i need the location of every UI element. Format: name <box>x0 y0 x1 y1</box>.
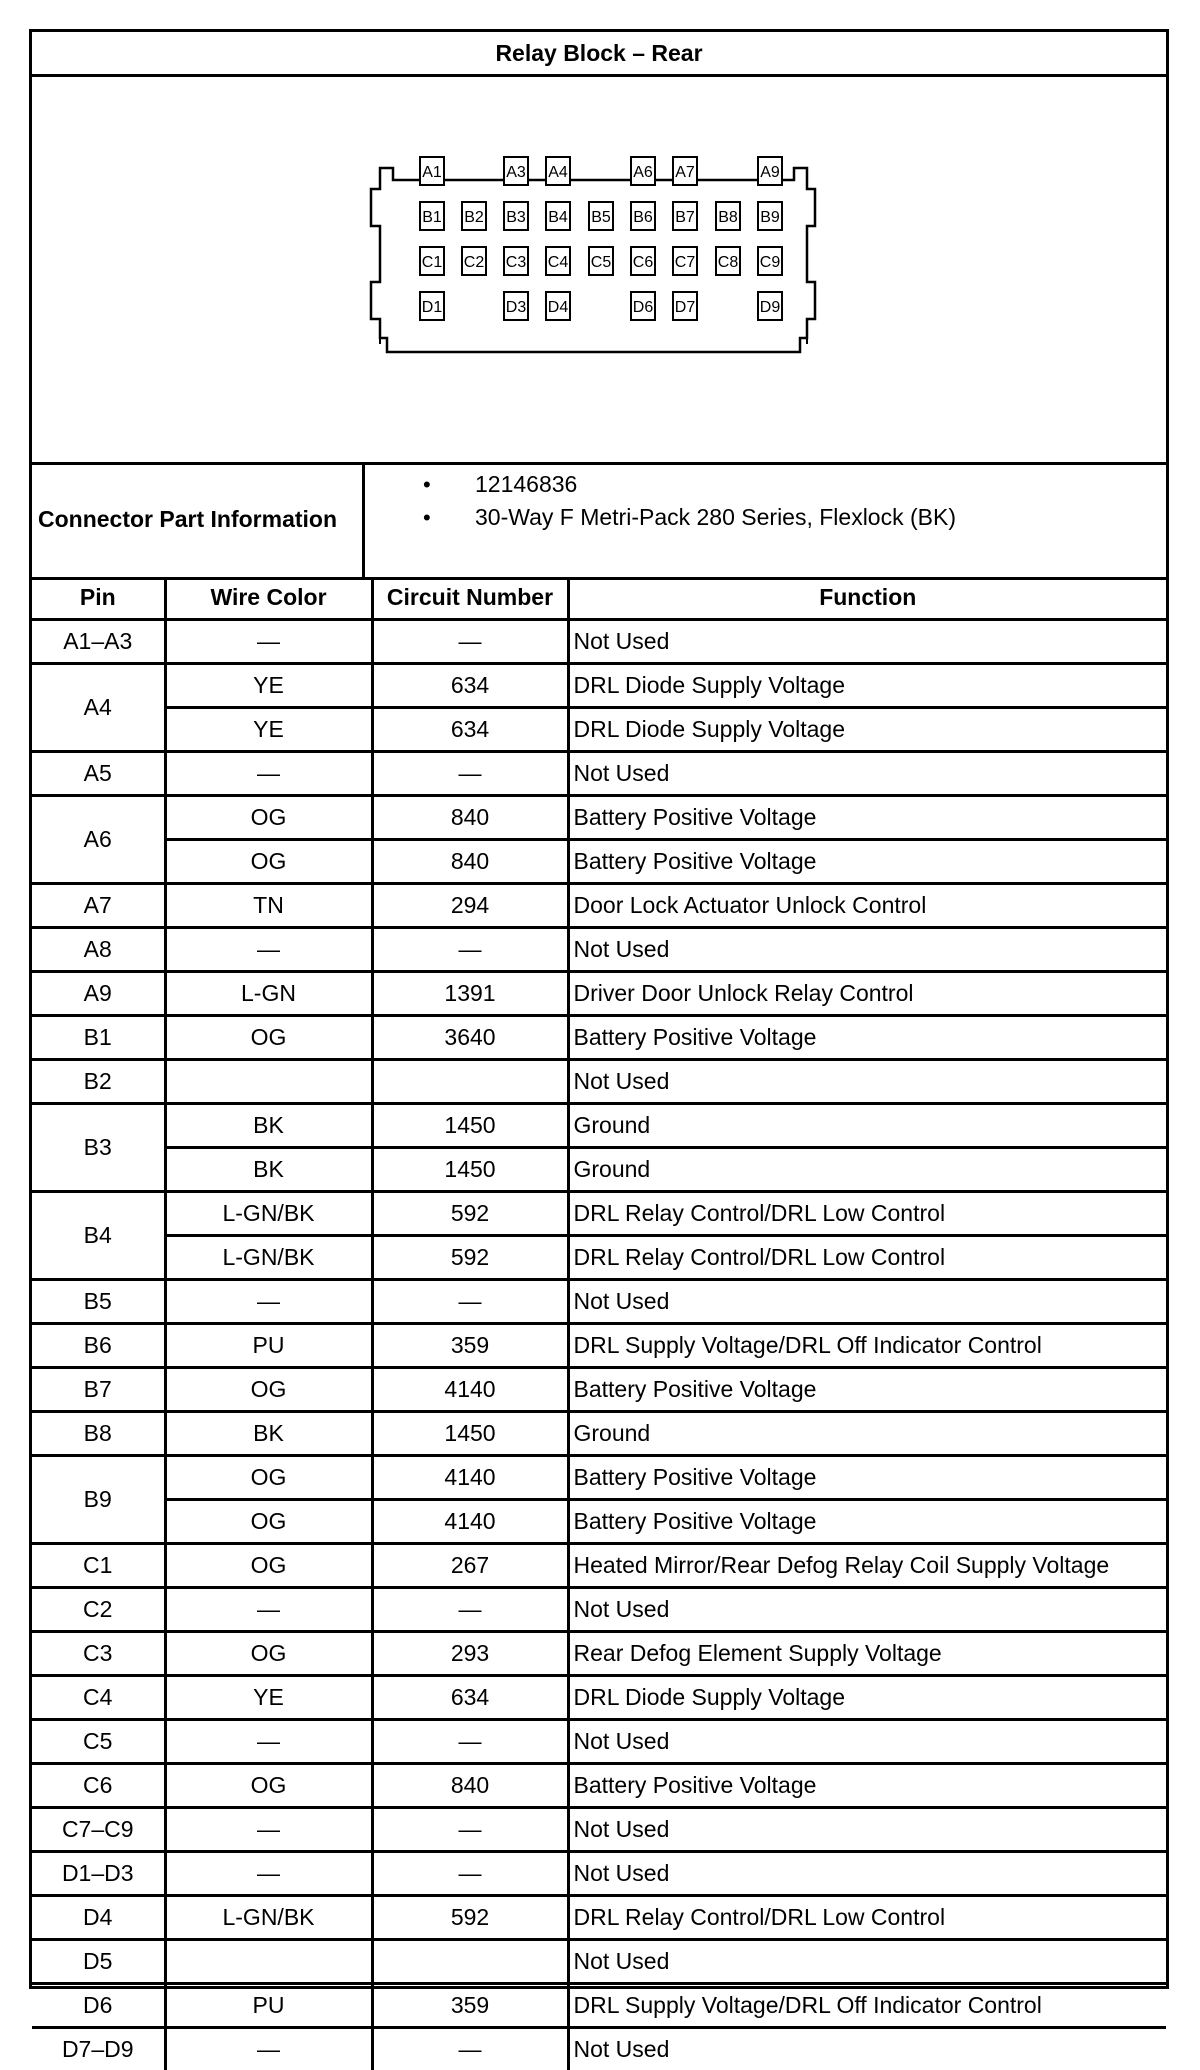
wire-color-cell: L-GN/BK <box>165 1896 372 1940</box>
pin-cell: B8 <box>32 1412 165 1456</box>
function-cell: Driver Door Unlock Relay Control <box>568 972 1166 1016</box>
function-cell: DRL Diode Supply Voltage <box>568 708 1166 752</box>
circuit-number-cell: 840 <box>372 1764 568 1808</box>
circuit-number-cell: 1450 <box>372 1412 568 1456</box>
table-row <box>32 708 1166 752</box>
function-cell: Battery Positive Voltage <box>568 1016 1166 1060</box>
wire-color-cell: TN <box>165 884 372 928</box>
table-row <box>32 928 1166 972</box>
function-cell: Rear Defog Element Supply Voltage <box>568 1632 1166 1676</box>
function-cell: DRL Diode Supply Voltage <box>568 1676 1166 1720</box>
header-wire-color: Wire Color <box>165 577 372 620</box>
function-cell: Not Used <box>568 1588 1166 1632</box>
circuit-number-cell <box>372 1940 568 1984</box>
table-row <box>32 1148 1166 1192</box>
table-row <box>32 1544 1166 1588</box>
function-cell: DRL Diode Supply Voltage <box>568 664 1166 708</box>
pin-cell: C3 <box>32 1632 165 1676</box>
table-row <box>32 1676 1166 1720</box>
function-cell: Not Used <box>568 1852 1166 1896</box>
pin-cell: C4 <box>32 1676 165 1720</box>
pin-cell: B2 <box>32 1060 165 1104</box>
connector-part-info-list <box>368 468 956 534</box>
table-row <box>32 1852 1166 1896</box>
table-row <box>32 664 1166 708</box>
cavity-label: A7 <box>675 164 695 181</box>
function-cell: DRL Supply Voltage/DRL Off Indicator Control <box>568 1984 1166 2028</box>
cavity-label: B2 <box>464 209 484 226</box>
cavity-label: A3 <box>506 164 526 181</box>
function-cell: Battery Positive Voltage <box>568 840 1166 884</box>
wire-color-cell: — <box>165 1808 372 1852</box>
page-title: Relay Block – Rear <box>32 32 1166 77</box>
cavity-label: D1 <box>422 299 443 316</box>
cavity-label: C3 <box>506 254 527 271</box>
table-row <box>32 1412 1166 1456</box>
wire-color-cell: — <box>165 1720 372 1764</box>
circuit-number-cell: 294 <box>372 884 568 928</box>
pin-cell: D6 <box>32 1984 165 2028</box>
header-circuit-number: Circuit Number <box>372 577 568 620</box>
function-cell: Battery Positive Voltage <box>568 796 1166 840</box>
cavity-label: C8 <box>718 254 739 271</box>
pin-cell: B9 <box>32 1456 165 1544</box>
cavity-label: C6 <box>633 254 654 271</box>
cavity-label: C4 <box>548 254 569 271</box>
cavity-label: D3 <box>506 299 527 316</box>
cavity-label: A1 <box>422 164 442 181</box>
table-row <box>32 1280 1166 1324</box>
table-row <box>32 884 1166 928</box>
cavity-label: C5 <box>591 254 612 271</box>
wire-color-cell <box>165 1060 372 1104</box>
function-cell: Battery Positive Voltage <box>568 1500 1166 1544</box>
wire-color-cell: PU <box>165 1984 372 2028</box>
circuit-number-cell: 267 <box>372 1544 568 1588</box>
table-header-row <box>32 577 1166 620</box>
wire-color-cell: — <box>165 752 372 796</box>
wire-color-cell: OG <box>165 796 372 840</box>
circuit-number-cell: 592 <box>372 1236 568 1280</box>
cavity-label: C2 <box>464 254 485 271</box>
circuit-number-cell: — <box>372 2028 568 2070</box>
function-cell: Heated Mirror/Rear Defog Relay Coil Supply Voltage <box>568 1544 1166 1588</box>
circuit-number-cell: — <box>372 620 568 664</box>
function-cell: Door Lock Actuator Unlock Control <box>568 884 1166 928</box>
cavity-label: A6 <box>633 164 653 181</box>
wire-color-cell: OG <box>165 1632 372 1676</box>
part-number: • 12146836 <box>368 468 956 501</box>
connector-part-info <box>32 462 1166 580</box>
wire-color-cell: BK <box>165 1412 372 1456</box>
wire-color-cell: — <box>165 1280 372 1324</box>
relay-block-sheet <box>29 29 1169 1989</box>
cavity-label: C7 <box>675 254 696 271</box>
pin-cell: C2 <box>32 1588 165 1632</box>
connector-description: • 30-Way F Metri-Pack 280 Series, Flexlock (BK) <box>368 501 956 534</box>
cavity-label: D4 <box>548 299 569 316</box>
function-cell: Not Used <box>568 928 1166 972</box>
pin-cell: B7 <box>32 1368 165 1412</box>
table-row <box>32 2028 1166 2070</box>
table-row <box>32 1720 1166 1764</box>
wire-color-cell: — <box>165 1852 372 1896</box>
wire-color-cell: PU <box>165 1324 372 1368</box>
wire-color-cell: YE <box>165 1676 372 1720</box>
wire-color-cell: OG <box>165 1500 372 1544</box>
pin-cell: D1–D3 <box>32 1852 165 1896</box>
wire-color-cell: — <box>165 1588 372 1632</box>
cavity-label: B6 <box>633 209 653 226</box>
table-row <box>32 840 1166 884</box>
function-cell: DRL Relay Control/DRL Low Control <box>568 1896 1166 1940</box>
cavity-label: B3 <box>506 209 526 226</box>
circuit-number-cell: 1450 <box>372 1148 568 1192</box>
wire-color-cell: YE <box>165 664 372 708</box>
table-row <box>32 1324 1166 1368</box>
connector-part-info-label: Connector Part Information <box>32 462 365 577</box>
function-cell: Not Used <box>568 1720 1166 1764</box>
pin-cell: B5 <box>32 1280 165 1324</box>
table-row <box>32 1368 1166 1412</box>
cavity-label: D7 <box>675 299 696 316</box>
wire-color-cell: OG <box>165 1544 372 1588</box>
function-cell: Ground <box>568 1412 1166 1456</box>
circuit-number-cell: — <box>372 1280 568 1324</box>
wire-color-cell <box>165 1940 372 1984</box>
function-cell: Not Used <box>568 752 1166 796</box>
table-row <box>32 620 1166 664</box>
pinout-table <box>32 577 1166 2070</box>
cavity-label: D6 <box>633 299 654 316</box>
header-function: Function <box>568 577 1166 620</box>
pin-cell: D5 <box>32 1940 165 1984</box>
table-row <box>32 1104 1166 1148</box>
table-row <box>32 1984 1166 2028</box>
table-row <box>32 1588 1166 1632</box>
connector-diagram-panel <box>32 74 1166 465</box>
table-row <box>32 972 1166 1016</box>
pin-cell: A9 <box>32 972 165 1016</box>
table-row <box>32 752 1166 796</box>
circuit-number-cell: 359 <box>372 1984 568 2028</box>
wire-color-cell: OG <box>165 1456 372 1500</box>
table-row <box>32 1940 1166 1984</box>
cavity-label: B4 <box>548 209 568 226</box>
pin-cell: C1 <box>32 1544 165 1588</box>
circuit-number-cell: 4140 <box>372 1500 568 1544</box>
cavity-label: B7 <box>675 209 695 226</box>
cavity-label: B5 <box>591 209 611 226</box>
wire-color-cell: L-GN/BK <box>165 1236 372 1280</box>
function-cell: Not Used <box>568 2028 1166 2070</box>
function-cell: Battery Positive Voltage <box>568 1456 1166 1500</box>
circuit-number-cell: 359 <box>372 1324 568 1368</box>
circuit-number-cell: 634 <box>372 1676 568 1720</box>
function-cell: Ground <box>568 1148 1166 1192</box>
pin-cell: A6 <box>32 796 165 884</box>
circuit-number-cell: 1391 <box>372 972 568 1016</box>
cavity-label: B1 <box>422 209 442 226</box>
wire-color-cell: — <box>165 928 372 972</box>
connector-cavities <box>420 157 782 320</box>
pinout-table-body <box>32 620 1166 2070</box>
pin-cell: A5 <box>32 752 165 796</box>
table-row <box>32 796 1166 840</box>
function-cell: Not Used <box>568 1808 1166 1852</box>
cavity-label: C9 <box>760 254 781 271</box>
table-row <box>32 1060 1166 1104</box>
function-cell: Not Used <box>568 1940 1166 1984</box>
wire-color-cell: BK <box>165 1148 372 1192</box>
circuit-number-cell: 4140 <box>372 1368 568 1412</box>
cavity-label: A9 <box>760 164 780 181</box>
circuit-number-cell: — <box>372 752 568 796</box>
wire-color-cell: — <box>165 2028 372 2070</box>
table-row <box>32 1016 1166 1060</box>
pin-cell: C5 <box>32 1720 165 1764</box>
cavity-label: B8 <box>718 209 738 226</box>
pin-cell: B3 <box>32 1104 165 1192</box>
circuit-number-cell: 634 <box>372 664 568 708</box>
cavity-label: D9 <box>760 299 781 316</box>
wire-color-cell: BK <box>165 1104 372 1148</box>
pin-cell: B6 <box>32 1324 165 1368</box>
circuit-number-cell: 3640 <box>372 1016 568 1060</box>
connector-face-diagram <box>32 74 1166 462</box>
cavity-label: A4 <box>548 164 568 181</box>
circuit-number-cell: — <box>372 928 568 972</box>
circuit-number-cell: — <box>372 1852 568 1896</box>
table-row <box>32 1456 1166 1500</box>
circuit-number-cell: 592 <box>372 1192 568 1236</box>
circuit-number-cell: — <box>372 1808 568 1852</box>
cavity-label: B9 <box>760 209 780 226</box>
header-pin: Pin <box>32 577 165 620</box>
function-cell: Ground <box>568 1104 1166 1148</box>
circuit-number-cell: 1450 <box>372 1104 568 1148</box>
table-row <box>32 1808 1166 1852</box>
table-row <box>32 1500 1166 1544</box>
function-cell: Not Used <box>568 1280 1166 1324</box>
circuit-number-cell: 840 <box>372 840 568 884</box>
circuit-number-cell: 840 <box>372 796 568 840</box>
function-cell: DRL Supply Voltage/DRL Off Indicator Control <box>568 1324 1166 1368</box>
pin-cell: D4 <box>32 1896 165 1940</box>
wire-color-cell: L-GN <box>165 972 372 1016</box>
pin-cell: A1–A3 <box>32 620 165 664</box>
table-row <box>32 1192 1166 1236</box>
cavity-label: C1 <box>422 254 443 271</box>
table-row <box>32 1764 1166 1808</box>
wire-color-cell: L-GN/BK <box>165 1192 372 1236</box>
circuit-number-cell: — <box>372 1720 568 1764</box>
pin-cell: A7 <box>32 884 165 928</box>
wire-color-cell: YE <box>165 708 372 752</box>
circuit-number-cell: 4140 <box>372 1456 568 1500</box>
circuit-number-cell: 293 <box>372 1632 568 1676</box>
pin-cell: D7–D9 <box>32 2028 165 2070</box>
function-cell: Not Used <box>568 620 1166 664</box>
pin-cell: A8 <box>32 928 165 972</box>
function-cell: DRL Relay Control/DRL Low Control <box>568 1192 1166 1236</box>
circuit-number-cell: 634 <box>372 708 568 752</box>
wire-color-cell: OG <box>165 1764 372 1808</box>
function-cell: Battery Positive Voltage <box>568 1764 1166 1808</box>
pin-cell: C7–C9 <box>32 1808 165 1852</box>
table-row <box>32 1236 1166 1280</box>
wire-color-cell: OG <box>165 1016 372 1060</box>
wire-color-cell: OG <box>165 1368 372 1412</box>
circuit-number-cell <box>372 1060 568 1104</box>
function-cell: Battery Positive Voltage <box>568 1368 1166 1412</box>
pin-cell: A4 <box>32 664 165 752</box>
pin-cell: C6 <box>32 1764 165 1808</box>
function-cell: Not Used <box>568 1060 1166 1104</box>
wire-color-cell: OG <box>165 840 372 884</box>
wire-color-cell: — <box>165 620 372 664</box>
table-row <box>32 1896 1166 1940</box>
circuit-number-cell: — <box>372 1588 568 1632</box>
table-row <box>32 1632 1166 1676</box>
circuit-number-cell: 592 <box>372 1896 568 1940</box>
pin-cell: B1 <box>32 1016 165 1060</box>
pin-cell: B4 <box>32 1192 165 1280</box>
function-cell: DRL Relay Control/DRL Low Control <box>568 1236 1166 1280</box>
